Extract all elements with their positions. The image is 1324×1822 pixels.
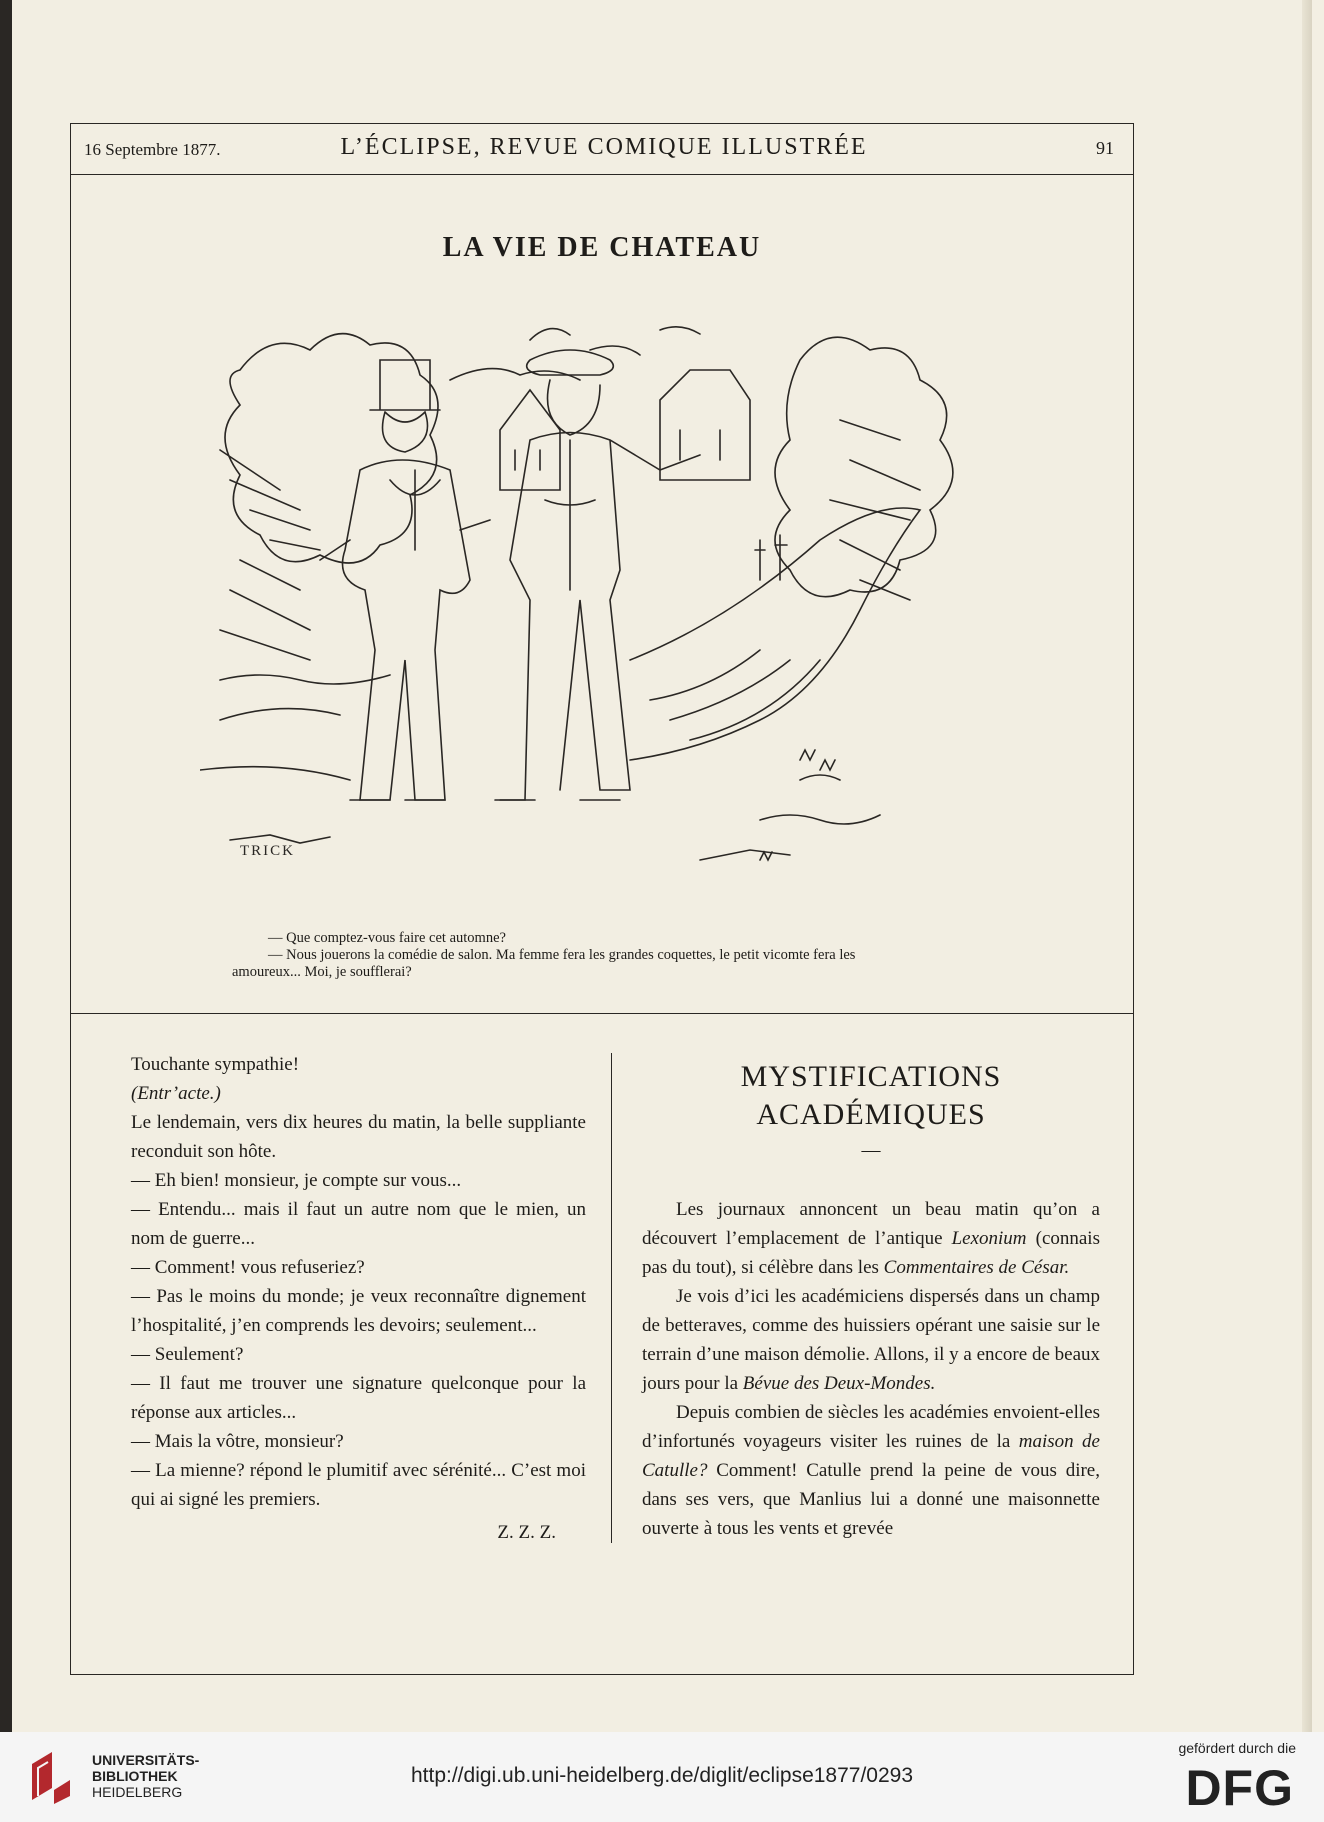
caption-line-2: — Nous jouerons la comédie de salon. Ma femme fera les grandes coquettes, le petit vicomte fera les xyxy=(268,947,856,963)
issue-date: 16 Septembre 1877. xyxy=(84,140,221,159)
paragraph: — Pas le moins du monde; je veux reconnaître dignement l’hospitalité, j’en comprends les devoirs; seulement... xyxy=(131,1286,586,1336)
library-line: BIBLIOTHEK xyxy=(92,1768,178,1784)
text-run: Les journaux annoncent un beau matin qu’on a découvert l’emplacement de l’antique xyxy=(642,1199,1100,1249)
text-run: (connais pas du tout), si célèbre dans les xyxy=(642,1228,1100,1278)
library-line: UNIVERSITÄTS- xyxy=(92,1752,200,1768)
text-run: Depuis combien de siècles les académies envoient-elles d’infortunés voyageurs visiter les ruines de la xyxy=(642,1402,1100,1452)
left-column xyxy=(131,1050,586,1547)
article-title: MYSTIFICATIONS ACADÉMIQUES xyxy=(740,1060,1002,1131)
cartoon-illustration xyxy=(200,300,1040,910)
text-run: Je vois d’ici les académiciens dispersés dans un champ de betteraves, comme des huissiers opérant une saisie sur le terrain d’une maison démolie. Allons, il y a encore de beaux jours pour la xyxy=(642,1286,1100,1394)
paragraph: Le lendemain, vers dix heures du matin, la belle suppliante reconduit son hôte. xyxy=(131,1112,586,1162)
italic-text: Commentaires de César. xyxy=(883,1257,1070,1278)
italic-text: maison de Catulle? xyxy=(642,1431,1100,1481)
journal-title: L’ÉCLIPSE, REVUE COMIQUE ILLUSTRÉE xyxy=(340,134,868,160)
right-column xyxy=(642,1058,1100,1543)
paragraph: Touchante sympathie! xyxy=(131,1054,300,1075)
paragraph: — Eh bien! monsieur, je compte sur vous... xyxy=(131,1170,462,1191)
funding-label: gefördert durch die xyxy=(1178,1740,1296,1756)
paragraph: — Mais la vôtre, monsieur? xyxy=(131,1431,344,1452)
caption-line-3: amoureux... Moi, je soufflerai? xyxy=(232,964,412,980)
paragraph: — Seulement? xyxy=(131,1344,244,1365)
title-separator: — xyxy=(861,1140,881,1161)
italic-aside: (Entr’acte.) xyxy=(131,1083,221,1104)
scan-edge xyxy=(0,0,12,1732)
italic-text: Bévue des Deux-Mondes. xyxy=(742,1373,936,1394)
italic-text: Lexonium xyxy=(951,1228,1027,1249)
column-rule xyxy=(611,1053,612,1543)
dfg-logo: DFG xyxy=(1185,1760,1294,1816)
library-line: HEIDELBERG xyxy=(92,1784,183,1800)
illustration-title: LA VIE DE CHATEAU xyxy=(442,232,762,263)
paragraph: — La mienne? répond le plumitif avec sérénité... C’est moi qui ai signé les premiers. xyxy=(131,1460,586,1510)
artist-signature: TRICK xyxy=(240,843,295,859)
header-rule xyxy=(70,174,1134,175)
page-edge xyxy=(1302,0,1312,1732)
paragraph xyxy=(131,1079,586,1108)
page-number: 91 xyxy=(1096,138,1114,158)
page-header xyxy=(84,128,1124,168)
permalink-url[interactable]: http://digi.ub.uni-heidelberg.de/diglit/eclipse1877/0293 xyxy=(410,1764,914,1787)
viewer-footer xyxy=(0,1732,1324,1822)
paragraph: — Il faut me trouver une signature quelconque pour la réponse aux articles... xyxy=(131,1373,586,1423)
caption-line-1: — Que comptez-vous faire cet automne? xyxy=(268,930,506,946)
paragraph xyxy=(642,1282,1100,1398)
text-run: Comment! Catulle prend la peine de vous dire, dans ses vers, que Manlius lui a donné une maisonnette ouverte à tous les vents et grevée xyxy=(642,1460,1100,1539)
author-signature: Z. Z. Z. xyxy=(497,1522,556,1543)
section-rule xyxy=(70,1013,1134,1014)
illustration-caption xyxy=(232,930,1052,981)
paragraph xyxy=(642,1398,1100,1543)
paragraph xyxy=(642,1195,1100,1282)
paragraph: — Entendu... mais il faut un autre nom que le mien, un nom de guerre... xyxy=(131,1199,586,1249)
paragraph: — Comment! vous refuseriez? xyxy=(131,1257,365,1278)
